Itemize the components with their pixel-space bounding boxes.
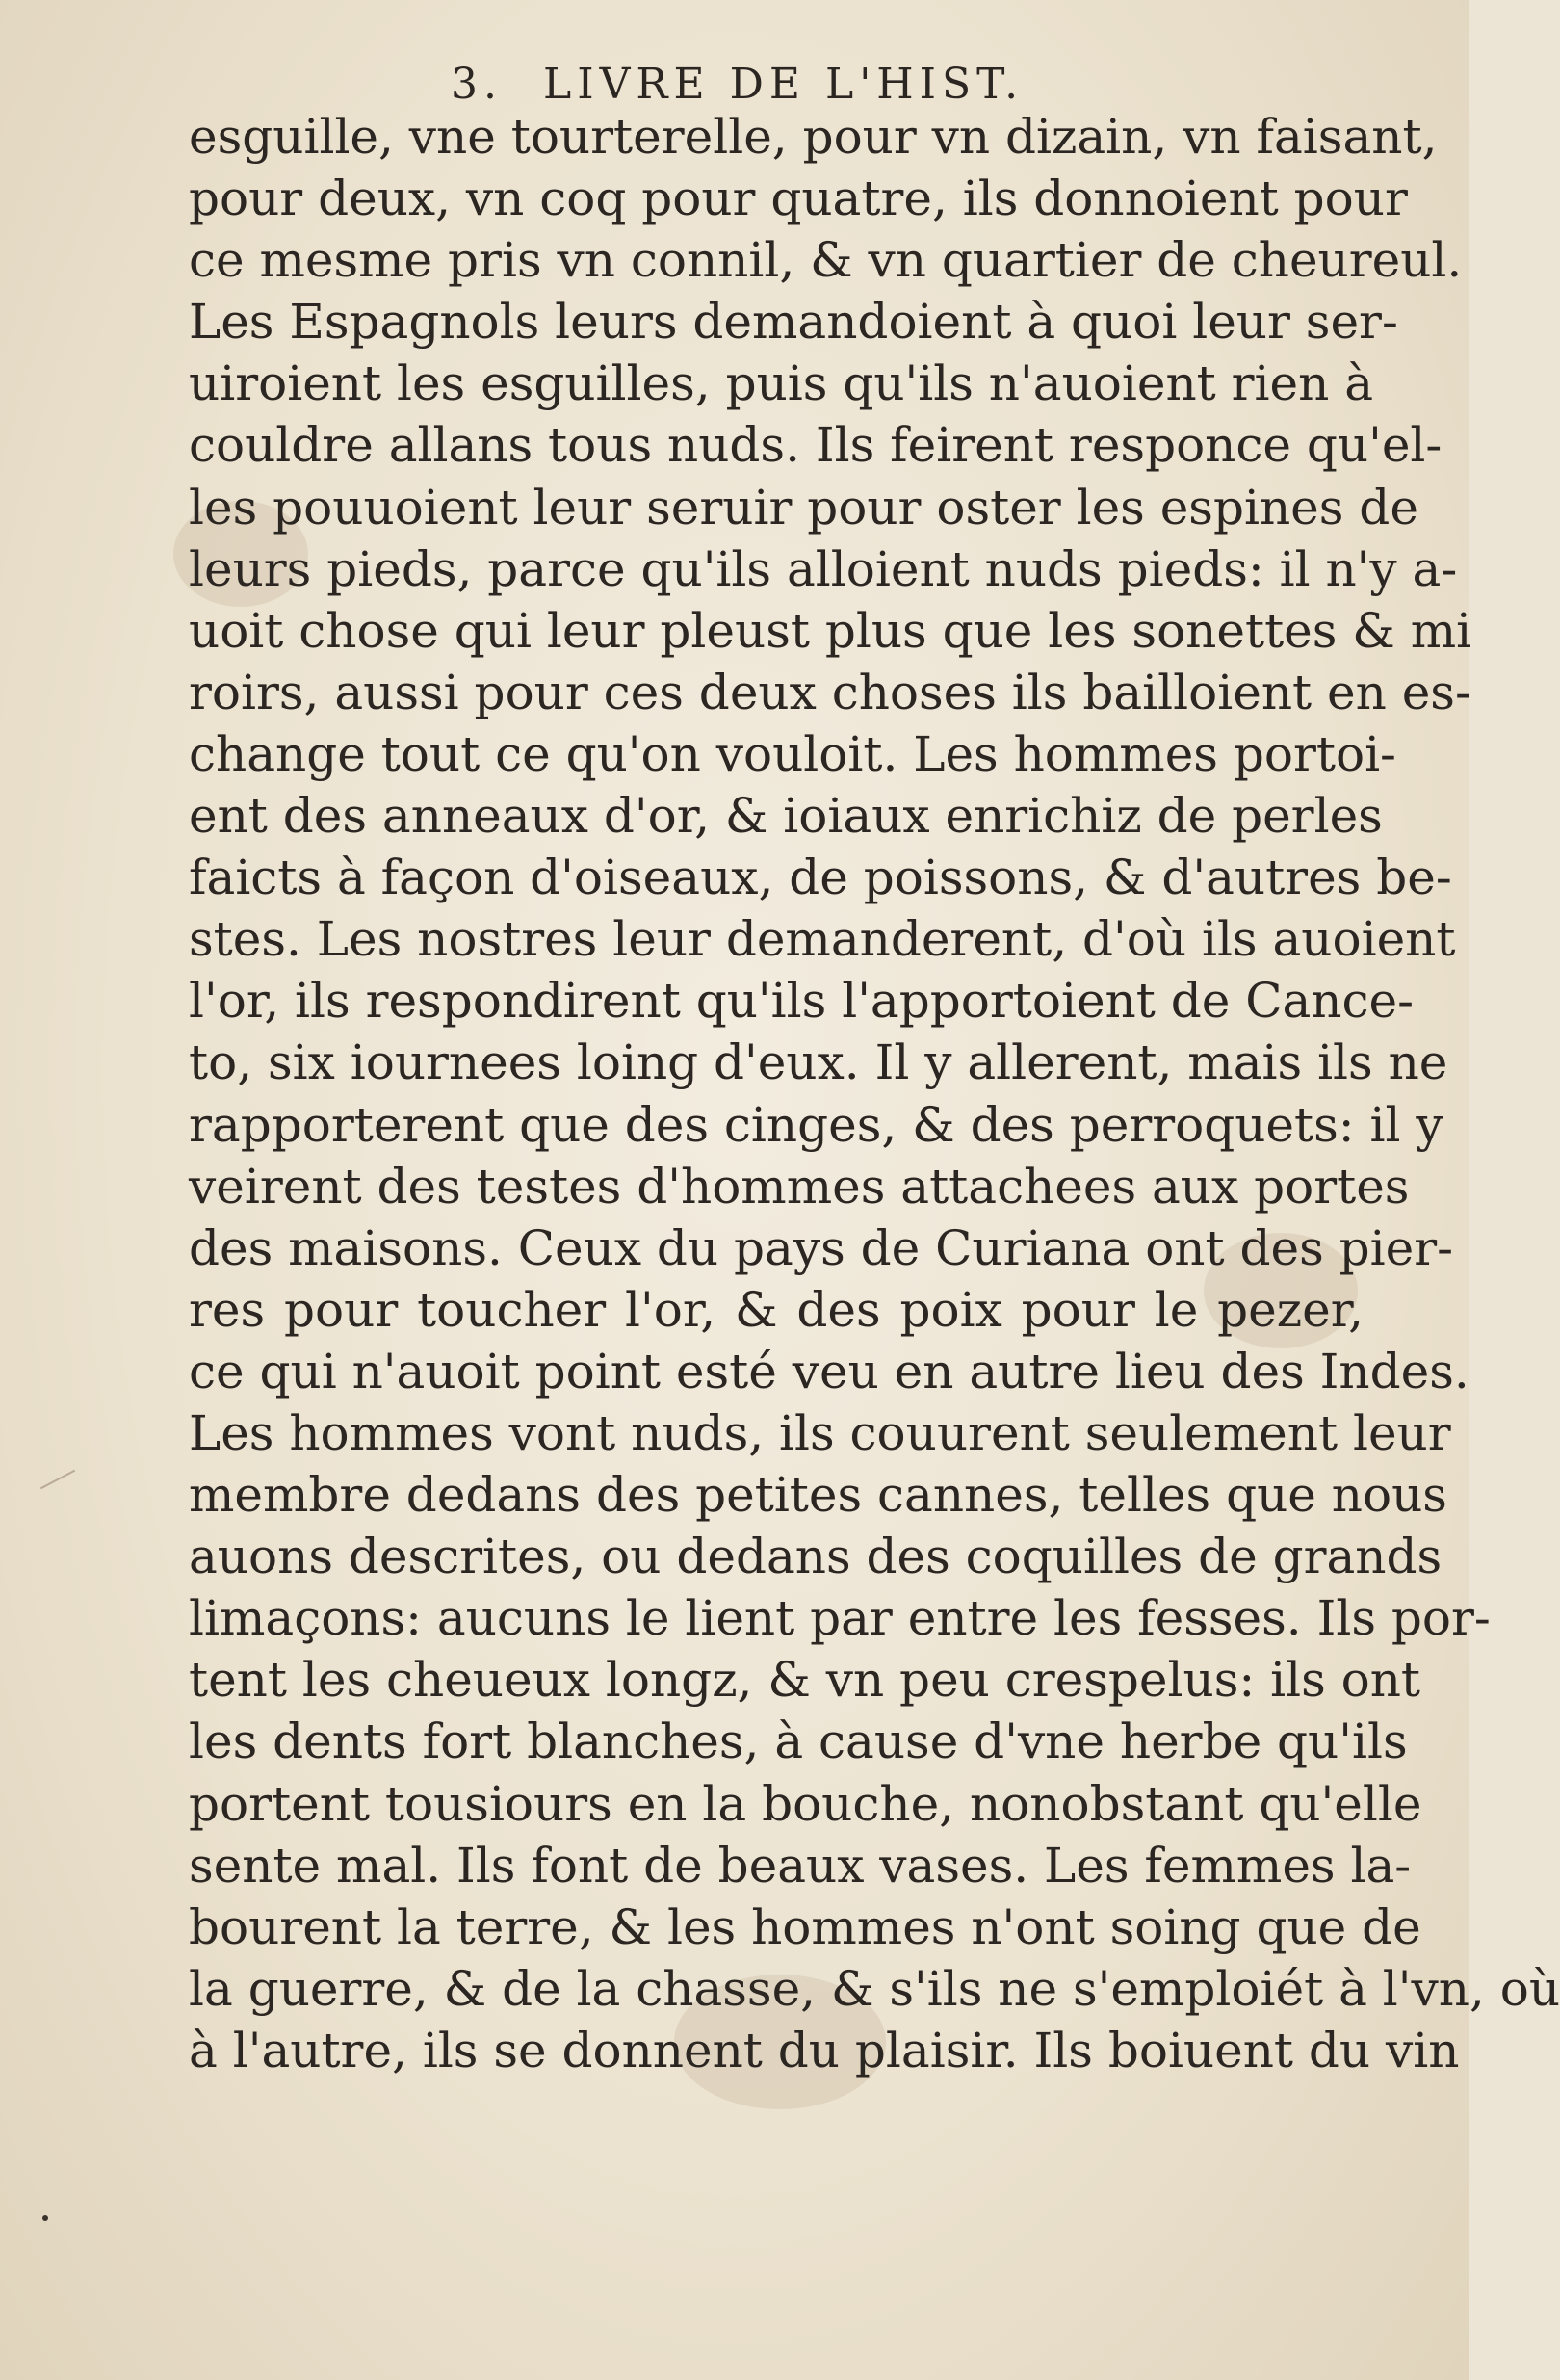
text-line: portent tousiours en la bouche, nonobstant qu'elle [189,1775,1422,1832]
text-line: tent les cheueux longz, & vn peu crespelus: ils ont [189,1652,1421,1709]
text-line: ent des anneaux d'or, & ioiaux enrichiz de perles [189,788,1383,845]
text-line: couldre allans tous nuds. Ils feirent responce qu'el- [189,417,1443,474]
text-line: Les hommes vont nuds, ils couurent seulement leur [189,1404,1451,1461]
page-number: 3. [451,60,503,109]
text-line: auons descrites, ou dedans des coquilles de grands [189,1529,1443,1585]
text-line: res pour toucher l'or, & des poix pour le pezer, [189,1281,1364,1338]
text-line: ce mesme pris vn connil, & vn quartier de cheureul. [189,232,1463,289]
text-line: to, six iournees loing d'eux. Il y allerent, mais ils ne [189,1034,1448,1091]
text-line: change tout ce qu'on vouloit. Les hommes portoi- [189,725,1396,782]
text-line: limaçons: aucuns le lient par entre les fesses. Ils por- [189,1590,1491,1647]
text-line: roirs, aussi pour ces deux choses ils bailloient en es- [189,664,1471,720]
text-line: pour deux, vn coq pour quatre, ils donnoient pour [189,170,1408,227]
text-line: la guerre, & de la chasse, & s'ils ne s'emploiét à l'vn, où [189,1960,1560,2017]
body-text [189,106,1560,2081]
text-line: stes. Les nostres leur demanderent, d'où ils auoient [189,911,1456,968]
text-line: membre dedans des petites cannes, telles que nous [189,1467,1447,1524]
text-line: les pouuoient leur seruir pour oster les espines de [189,479,1418,536]
running-title: LIVRE DE L'HIST. [542,60,1025,109]
text-line: faicts à façon d'oiseaux, de poissons, & d'autres be- [189,850,1452,906]
text-line: esguille, vne tourterelle, pour vn dizain, vn faisant, [189,109,1438,165]
text-line: à l'autre, ils se donnent du plaisir. Ils boiuent du vin [189,2022,1460,2079]
margin-mark [40,1470,75,1490]
ink-dot [42,2215,48,2221]
text-line: bourent la terre, & les hommes n'ont soing que de [189,1898,1421,1955]
text-line: l'or, ils respondirent qu'ils l'apportoient de Cance- [189,973,1414,1030]
text-line: les dents fort blanches, à cause d'vne herbe qu'ils [189,1713,1408,1770]
text-line: Les Espagnols leurs demandoient à quoi leur ser- [189,294,1398,351]
text-line: rapporterent que des cinges, & des perroquets: il y [189,1096,1443,1153]
text-line: veirent des testes d'hommes attachees aux portes [189,1158,1410,1215]
text-line: ce qui n'auoit point esté veu en autre lieu des Indes. [189,1343,1469,1399]
text-line: leurs pieds, parce qu'ils alloient nuds pieds: il n'y a- [189,540,1458,597]
text-line: uiroient les esguilles, puis qu'ils n'auoient rien à [189,355,1374,412]
text-line: des maisons. Ceux du pays de Curiana ont des pier- [189,1219,1454,1276]
text-line: sente mal. Ils font de beaux vases. Les femmes la- [189,1837,1412,1894]
text-line: uoit chose qui leur pleust plus que les sonettes & mi [189,602,1472,659]
running-header [451,56,1048,114]
